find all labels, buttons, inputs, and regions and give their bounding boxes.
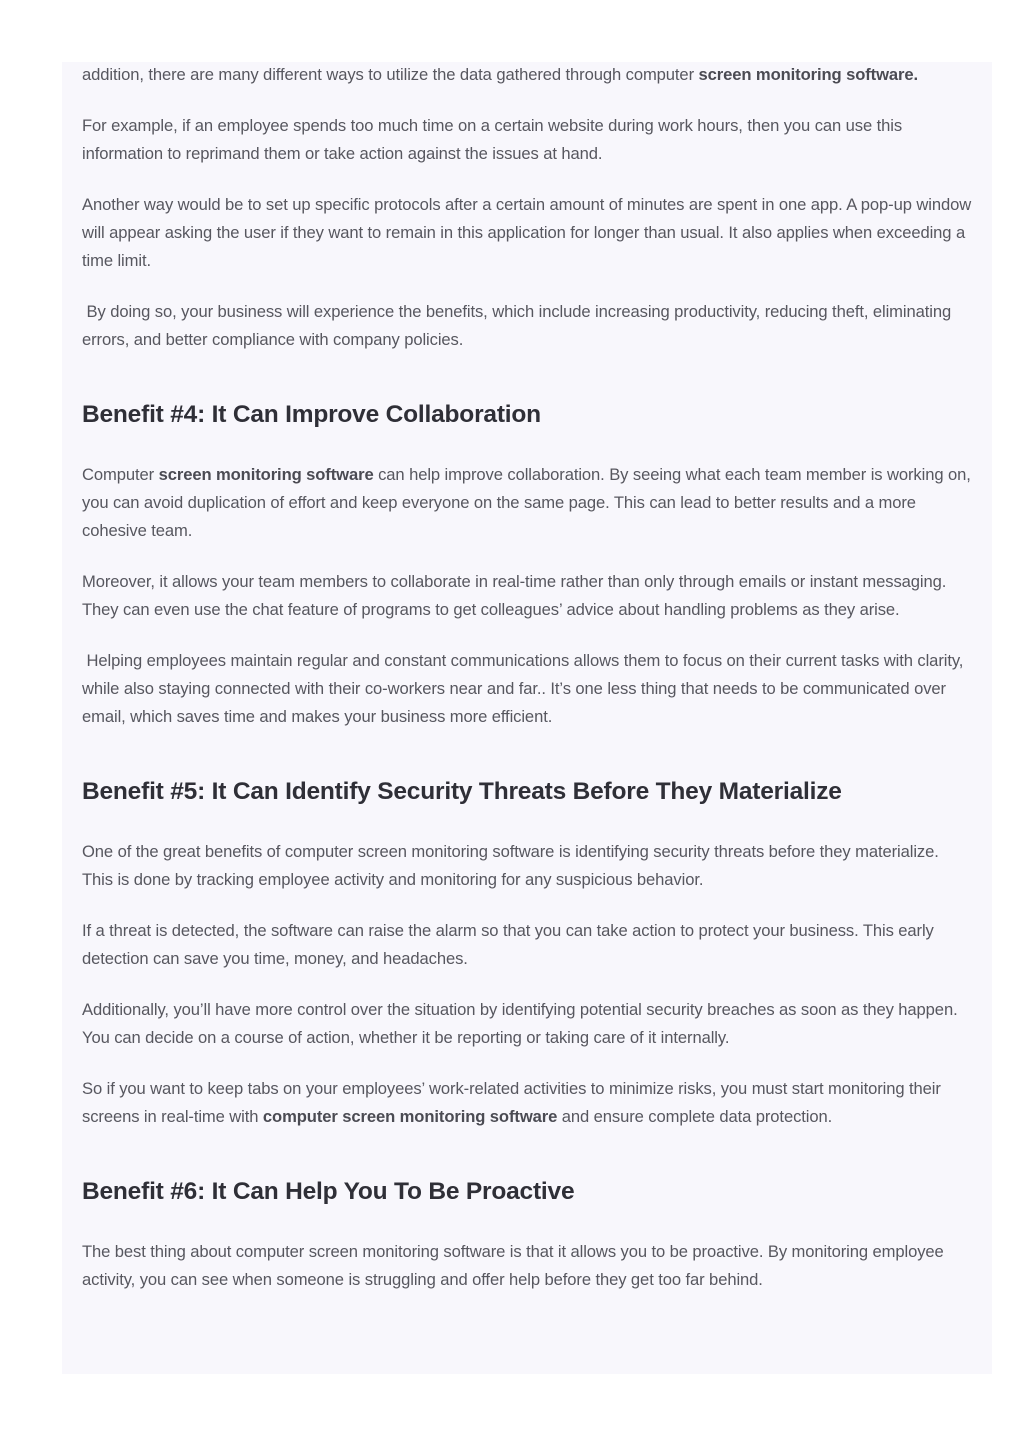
article-content [62, 62, 992, 1374]
text-run: can help improve collaboration. By seeing what each team member is working on, you can avoid duplication of effort and keep everyone on the same page. This can lead to better results and a more cohesive team. [82, 465, 971, 540]
paragraph-communications [82, 647, 972, 731]
paragraph-keep-tabs [82, 1075, 972, 1131]
text-run: Another way would be to set up specific protocols after a certain amount of minutes are spent in one app. A pop-up window will appear asking the user if they want to remain in this application for longer than usual. It also applies when exceeding a time limit. [82, 195, 972, 270]
paragraph-real-time-collaboration [82, 568, 972, 624]
heading-benefit-5: Benefit #5: It Can Identify Security Threats Before They Materialize [82, 778, 842, 805]
paragraph-example-website [82, 112, 972, 168]
text-run: So if you want to keep tabs on your employees’ work-related activities to minimize risks, you must start monitoring their screens in real-time with [82, 1079, 941, 1126]
paragraph-protocols [82, 191, 972, 275]
text-run: For example, if an employee spends too much time on a certain website during work hours, then you can use this information to reprimand them or take action against the issues at hand. [82, 116, 903, 163]
bold-text-run: computer screen monitoring software [262, 1107, 558, 1126]
text-run: The best thing about computer screen monitoring software is that it allows you to be proactive. By monitoring employee activity, you can see when someone is struggling and offer help before they get too far behind. [82, 1242, 944, 1289]
paragraph-threat-detected [82, 917, 972, 973]
paragraph-collaboration [82, 461, 972, 545]
text-run: Helping employees maintain regular and constant communications allows them to focus on their current tasks with clarity, while also staying connected with their co-workers near and far.. It’s one less thing that needs to be communicated over email, which saves time and makes your business more efficient. [82, 651, 968, 726]
text-run: If a threat is detected, the software can raise the alarm so that you can take action to protect your business. This early detection can save you time, money, and headaches. [82, 921, 934, 968]
text-run: By doing so, your business will experience the benefits, which include increasing productivity, reducing theft, eliminating errors, and better compliance with company policies. [82, 302, 956, 349]
paragraph-security-threats [82, 838, 972, 894]
bold-text-run: screen monitoring software. [698, 65, 919, 84]
text-run: Moreover, it allows your team members to collaborate in real-time rather than only through emails or instant messaging. They can even use the chat feature of programs to get colleagues’ advice about handling problems as they arise. [82, 572, 947, 619]
paragraph-proactive [82, 1238, 972, 1294]
paragraph-more-control [82, 996, 972, 1052]
paragraph-benefits-summary [82, 298, 972, 354]
text-run: and ensure complete data protection. [557, 1107, 833, 1126]
text-run: Additionally, you’ll have more control over the situation by identifying potential security breaches as soon as they happen. You can decide on a course of action, whether it be reporting or taking care of it internally. [82, 1000, 958, 1047]
text-run: addition, there are many different ways to utilize the data gathered through computer [82, 65, 699, 84]
bold-text-run: screen monitoring software [158, 465, 374, 484]
heading-benefit-4: Benefit #4: It Can Improve Collaboration [82, 401, 541, 428]
text-run: One of the great benefits of computer screen monitoring software is identifying security threats before they materialize. This is done by tracking employee activity and monitoring for any suspicious behavior. [82, 842, 939, 889]
text-run: Computer [82, 465, 159, 484]
heading-benefit-6: Benefit #6: It Can Help You To Be Proactive [82, 1178, 575, 1205]
paragraph-data-uses [82, 62, 972, 89]
